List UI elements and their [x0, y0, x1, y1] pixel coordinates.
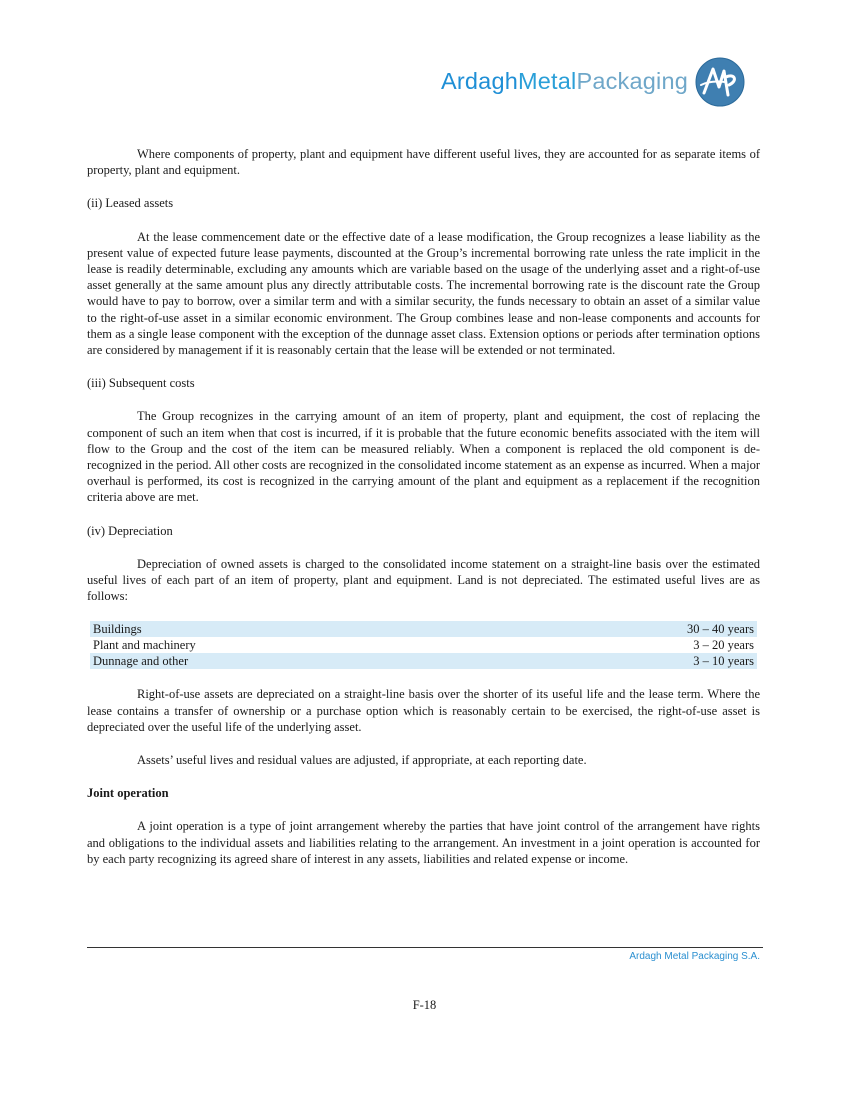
paragraph-right-of-use: Right-of-use assets are depreciated on a straight-line basis over the shorter of its useful life and the lease term. Where the lease contains a transfer of ownership or a purchase option which is reasonably certain to be exercised, the right-of-use asset is depreciated over the useful life of the underlying asset.: [87, 687, 760, 734]
document-body: [87, 146, 760, 884]
paragraph-subsequent-costs: The Group recognizes in the carrying amount of an item of property, plant and equipment, the cost of replacing the component of such an item when that cost is incurred, if it is probable that the future economic benefits associated with the item will flow to the Group and the cost of the item can be measured reliably. When a component is replaced the old component is de-recognized in the period. All other costs are recognized in the consolidated income statement as an expense as incurred. When a major overhaul is performed, its cost is recognized in the carrying amount of the plant and equipment as a replacement if the recognition criteria above are met.: [87, 409, 760, 505]
paragraph-depreciation: Depreciation of owned assets is charged to the consolidated income statement on a straight-line basis over the estimated useful lives of each part of an item of property, plant and equipment. Land is not depreciated. The estimated useful lives are as follows:: [87, 556, 760, 604]
brand-part-ardagh: Ardagh: [441, 68, 518, 95]
table-row: [90, 621, 757, 637]
asset-name: Dunnage and other: [93, 654, 189, 669]
useful-lives-table: [90, 621, 757, 669]
brand-part-metal: Metal: [517, 68, 577, 95]
table-row: [90, 637, 757, 653]
useful-life: 3 – 20 years: [693, 638, 754, 653]
brand-part-packaging: Packaging: [576, 68, 688, 95]
heading-leased-assets: (ii) Leased assets: [87, 196, 174, 211]
paragraph-components: Where components of property, plant and equipment have different useful lives, they are accounted for as separate items of property, plant and equipment.: [87, 147, 760, 178]
footer-divider: [87, 947, 763, 948]
useful-life: 3 – 10 years: [693, 654, 754, 669]
paragraph-leased-assets: At the lease commencement date or the effective date of a lease modification, the Group recognizes a lease liability as the present value of expected future lease payments, discounted at the Group’s incremental borrowing rate unless the rate implicit in the lease is readily determinable, excluding any amounts which are variable based on the usage of the underlying asset and a right-of-use asset generally at the same amount plus any directly attributable costs. The incremental borrowing rate is the discount rate the Group would have to pay to borrow, over a similar term and with a similar security, the funds necessary to obtain an asset of a similar value to the right-of-use asset in a similar economic environment. The Group combines lease and non-lease components and accounts for them as a single lease component with the exception of the dunnage asset class. Extension options or periods after termination options are considered by management if it is reasonably certain that the lease will be extended or not terminated.: [87, 229, 760, 358]
useful-life: 30 – 40 years: [687, 622, 754, 637]
footer-company-name: Ardagh Metal Packaging S.A.: [629, 951, 760, 962]
paragraph-joint-operation: A joint operation is a type of joint arrangement whereby the parties that have joint control of the arrangement have rights and obligations to the individual assets and liabilities relating to the arrangement. An investment in a joint operation is accounted for by each party recognizing its agreed share of interest in any assets, liabilities and related expense or income.: [87, 819, 760, 866]
asset-name: Plant and machinery: [93, 638, 196, 653]
table-row: [90, 653, 757, 669]
page-number: F-18: [412, 998, 437, 1012]
heading-subsequent-costs: (iii) Subsequent costs: [87, 376, 195, 391]
amp-logo-icon: [695, 57, 745, 107]
brand-wordmark: [441, 70, 688, 94]
page-header: [441, 52, 745, 112]
asset-name: Buildings: [93, 622, 142, 637]
paragraph-residual-values: Assets’ useful lives and residual values are adjusted, if appropriate, at each reporting date.: [137, 753, 587, 768]
heading-depreciation: (iv) Depreciation: [87, 523, 173, 538]
heading-joint-operation: Joint operation: [87, 786, 169, 801]
